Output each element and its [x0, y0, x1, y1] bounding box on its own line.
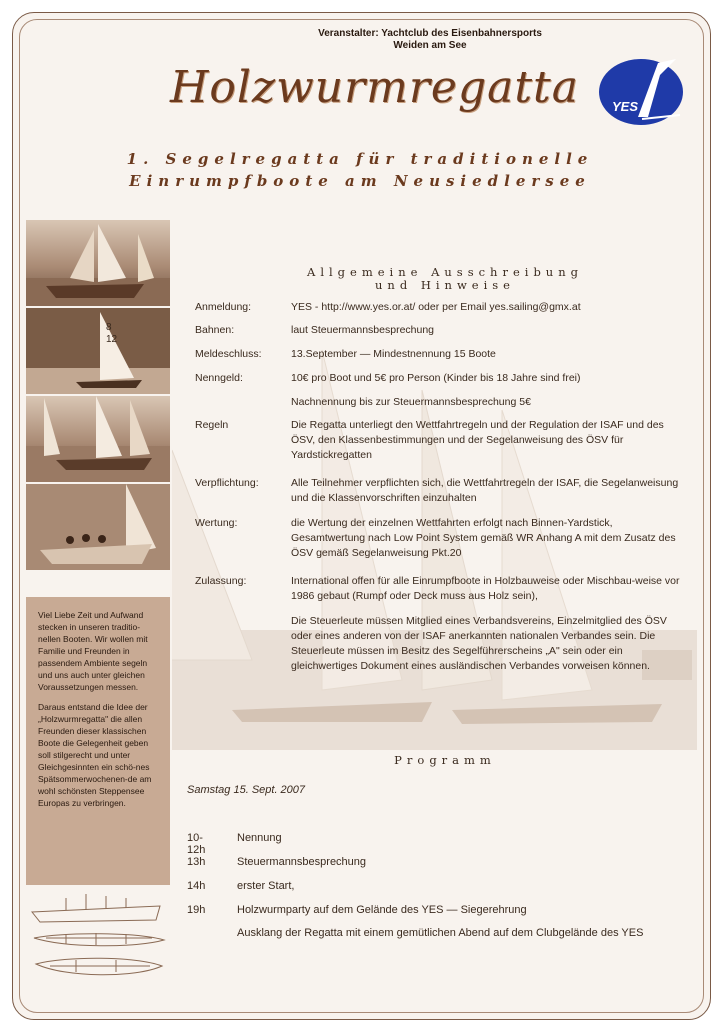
info-value: International offen für alle Einrumpfboote in Holzbauweise oder Mischbau-weise vor 1986 gebaut (Rumpf oder Deck muss aus Holz sein), — [291, 575, 680, 602]
program-date: Samstag 15. Sept. 2007 — [187, 784, 306, 796]
organizer-line1: Veranstalter: Yachtclub des Eisenbahnersports — [318, 28, 542, 39]
info-value: Alle Teilnehmer verpflichten sich, die Wettfahrtregeln der ISAF, die Segelanweisung und die Klassenvorschriften einzuhalten — [291, 477, 679, 504]
program-time: 14h — [187, 880, 206, 892]
page-title: Holzwurmregatta — [170, 62, 579, 113]
info-value: laut Steuermannsbesprechung — [291, 324, 435, 336]
organizer — [300, 28, 560, 52]
info-label: Wertung: — [195, 517, 238, 529]
general-heading-line1: Allgemeine Ausschreibung — [307, 265, 583, 279]
sailboat-icon — [26, 484, 170, 570]
program-text: Steuermannsbesprechung — [237, 856, 367, 868]
info-label: Zulassung: — [195, 575, 247, 587]
organizer-line2: Weiden am See — [393, 40, 467, 51]
subtitle-line2: Einrumpfboote am Neusiedlersee — [129, 172, 591, 190]
general-heading — [200, 266, 690, 292]
info-value: Die Steuerleute müssen Mitglied eines Verbandsvereins, Einzelmitglied des ÖSV oder eines anderen von der ISAF anerkannten nationalen Verbandes sein. Die Steuerleute müssen im Besitz des Segelführerscheins „A" sein oder ein gleichwertiges Dokument eines ausländischen Verbandes vorweisen können. — [291, 615, 667, 672]
photo-sailboat-3 — [26, 396, 170, 482]
program-text: Holzwurmparty auf dem Gelände des YES — Siegerehrung — [237, 904, 527, 916]
info-label: Bahnen: — [195, 324, 235, 336]
info-value: die Wertung der einzelnen Wettfahrten erfolgt nach Binnen-Yardstick, Gesamtwertung nach Low Point System gemäß WR Anhang A mit dem Zusatz des ÖSV gemäß Segelanweisung Pkt.20 — [291, 517, 676, 559]
info-label: Verpflichtung: — [195, 477, 259, 489]
sailboat-icon — [26, 220, 170, 306]
subtitle-line1: 1. Segelregatta für traditionelle — [126, 150, 594, 168]
sailboat-icon — [26, 396, 170, 482]
yes-logo — [598, 55, 688, 125]
sailboat-icon — [26, 308, 170, 394]
intro-paragraph-1: Viel Liebe Zeit und Aufwand stecken in unseren traditio-nellen Booten. Wir wollen mit Familie und Freunden in passendem Ambiente segeln und uns auch unter gleichen Voraussetzungen messen. — [38, 610, 148, 692]
program-text: erster Start, — [237, 880, 295, 892]
boat-plan-drawing — [26, 888, 170, 988]
program-text: Ausklang der Regatta mit einem gemütlichen Abend auf dem Clubgelände des YES — [237, 927, 644, 939]
info-value: Die Regatta unterliegt den Wettfahrtregeln und der Regulation der ISAF und des ÖSV, den Klassenbestimmungen und der Segelanweisung des ÖSV für Yardstickregatten — [291, 419, 664, 461]
photo-sailboat-1 — [26, 220, 170, 306]
info-value: YES - http://www.yes.or.at/ oder per Email yes.sailing@gmx.at — [291, 301, 581, 313]
info-label: Anmeldung: — [195, 301, 252, 313]
info-label: Nenngeld: — [195, 372, 243, 384]
info-label: Regeln — [195, 419, 229, 431]
program-time: 19h — [187, 904, 206, 916]
intro-paragraph-2: Daraus entstand die Idee der „Holzwurmregatta" die allen Freunden dieser klassischen Boote die Gelegenheit geben soll stilgerecht und unter Gleichgesinnten ein schö-nes Spätsommerwochenen-de am wohl schönsten Steppensee Europas zu verbringen. — [38, 702, 152, 808]
info-value: Nachnennung bis zur Steuermannsbesprechung 5€ — [291, 396, 531, 408]
general-heading-line2: und Hinweise — [375, 278, 515, 292]
info-label: Meldeschluss: — [195, 348, 262, 360]
program-text: Nennung — [237, 832, 282, 844]
photo-sailboat-4 — [26, 484, 170, 570]
intro-box — [26, 597, 170, 885]
photo-sailboat-2 — [26, 308, 170, 394]
info-value: 10€ pro Boot und 5€ pro Person (Kinder bis 18 Jahre sind frei) — [291, 372, 581, 384]
svg-text:12: 12 — [106, 334, 118, 345]
program-time: 13h — [187, 856, 206, 868]
photo-column — [26, 220, 170, 572]
program-time: 10-12h — [187, 832, 206, 856]
program-heading: Programm — [394, 753, 496, 767]
svg-text:8: 8 — [106, 322, 112, 333]
info-value: 13.September — Mindestnennung 15 Boote — [291, 348, 496, 360]
subtitle — [100, 148, 620, 192]
logo-text: YES — [612, 99, 639, 114]
